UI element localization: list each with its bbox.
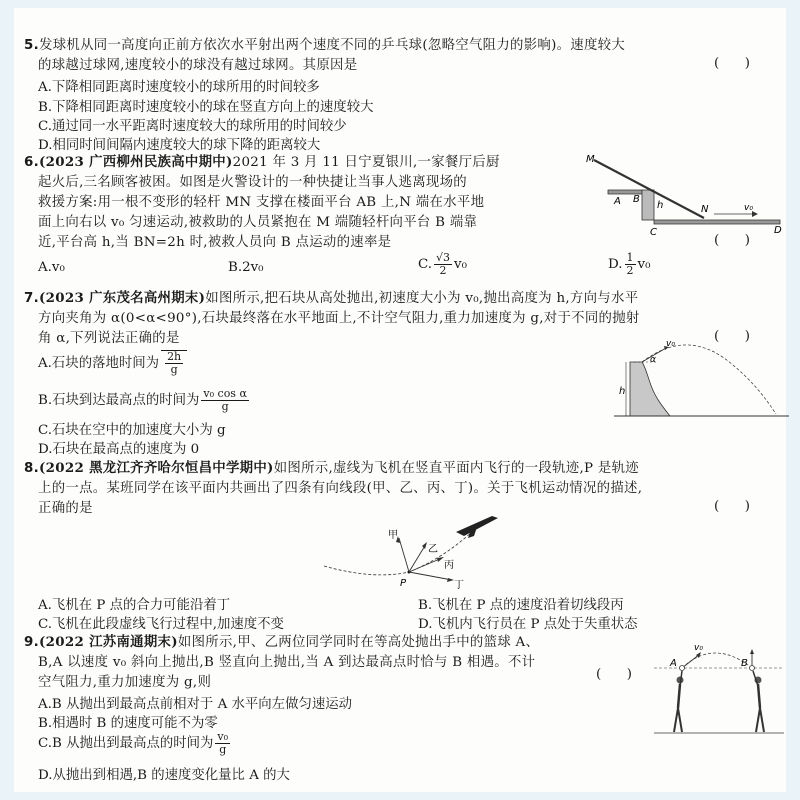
q8-stem-2: 上的一点。某班同学在该平面内共画出了四条有向线段(甲、乙、丙、丁)。关于飞机运动情况的描述, xyxy=(38,481,643,496)
q7-option-d: D.石块在最高点的速度为 0 xyxy=(38,442,200,457)
q9-number: 9. xyxy=(24,635,40,650)
q6-stem-2: 起火后,三名顾客被困。如图是火警设计的一种快捷让当事人逃离现场的 xyxy=(38,175,467,190)
q5-option-d: D.相同时间间隔内速度较大的球下降的距离较大 xyxy=(38,138,321,153)
q7-option-b-den: g xyxy=(221,400,229,413)
q5-option-a: A.下降相同距离时速度较小的球所用的时间较多 xyxy=(38,80,320,95)
q5-number: 5. xyxy=(24,38,40,53)
q6-option-d-den: 2 xyxy=(626,264,634,277)
q7-answer-paren: ( ) xyxy=(714,329,750,344)
q8-label-p: P xyxy=(400,578,407,589)
q6-option-c-tail: v₀ xyxy=(454,257,467,272)
q6-label-n: N xyxy=(701,204,709,215)
q7-option-a-text: A.石块的落地时间为 xyxy=(38,356,160,371)
q8-flight-diagram xyxy=(314,508,514,593)
q9-label-b: B xyxy=(741,658,748,669)
q8-answer-paren: ( ) xyxy=(714,499,750,514)
q6-option-d-tail: v₀ xyxy=(637,257,651,272)
q6-source: (2023 广西柳州民族高中期中) xyxy=(39,154,233,170)
q6-stem-5: 近,平台高 h,当 BN=2h 时,被救人员向 B 点运动的速率是 xyxy=(38,235,392,250)
q8-option-b: B.飞机在 P 点的速度沿着切线段丙 xyxy=(418,598,624,613)
q7-option-c: C.石块在空中的加速度大小为 g xyxy=(38,423,226,438)
q6-stem-3: 救援方案:用一根不变形的轻杆 MN 支撑在楼面平台 AB 上,N 端在水平地 xyxy=(38,195,485,210)
q8-number: 8. xyxy=(24,461,40,476)
q6-stem-4: 面上向右以 v₀ 匀速运动,被救助的人员紧抱在 M 端随轻杆向平台 B 端靠 xyxy=(38,215,478,230)
q7-option-b-fraction xyxy=(201,388,248,413)
q9-line-1 xyxy=(24,633,539,652)
q7-label-alpha: α xyxy=(650,355,656,365)
q6-label-c: C xyxy=(650,227,657,238)
q6-label-m: M xyxy=(586,154,595,165)
q7-stem-2: 方向夹角为 α(0<α<90°),石块最终落在水平地面上,不计空气阻力,重力加速度为 g,对于不同的抛射 xyxy=(38,311,640,326)
q9-option-c-fraction xyxy=(215,731,230,756)
q6-option-d xyxy=(608,252,650,277)
q6-option-b: B.2v₀ xyxy=(228,260,264,275)
q9-stem-3: 空气阻力,重力加速度为 g,则 xyxy=(38,675,212,690)
q6-label-d: D xyxy=(774,225,782,236)
q8-option-a: A.飞机在 P 点的合力可能沿着丁 xyxy=(38,598,231,613)
q5-option-c: C.通过同一水平距离时速度较大的球所用的时间较少 xyxy=(38,119,347,134)
q7-option-b-num: v₀ cos α xyxy=(203,387,247,400)
q8-source: (2022 黑龙江齐齐哈尔恒昌中学期中) xyxy=(39,460,274,476)
q8-label-ding: 丁 xyxy=(454,580,464,591)
q7-source: (2023 广东茂名高州期末) xyxy=(39,290,206,306)
q6-number: 6. xyxy=(24,155,40,170)
q9-option-a: A.B 从抛出到最高点前相对于 A 水平向左做匀速运动 xyxy=(38,697,353,712)
q9-basketball-diagram xyxy=(654,638,789,738)
q9-option-b: B.相遇时 B 的速度可能不为零 xyxy=(38,716,218,731)
q6-stem-1: 2021 年 3 月 11 日宁夏银川,一家餐厅后厨 xyxy=(232,155,500,170)
q9-source: (2022 江苏南通期末) xyxy=(39,634,178,650)
q9-option-c xyxy=(38,731,232,756)
q6-option-d-label: D. xyxy=(608,257,623,272)
q6-option-c-label: C. xyxy=(418,257,433,272)
q7-number: 7. xyxy=(24,291,40,306)
q9-option-c-text: C.B 从抛出到最高点的时间为 xyxy=(38,736,214,751)
q6-option-c-den: 2 xyxy=(439,264,447,277)
q9-label-a: A xyxy=(670,658,677,669)
q5-stem-1: 发球机从同一高度向正前方依次水平射出两个速度不同的乒乓球(忽略空气阻力的影响)。速度较大 xyxy=(39,38,626,53)
q8-line-1 xyxy=(24,459,639,478)
q7-option-a-fraction xyxy=(165,351,183,376)
q6-label-h: h xyxy=(657,200,664,211)
q8-label-yi: 乙 xyxy=(428,544,438,555)
q7-label-v0: v₀ xyxy=(666,339,675,349)
airplane-icon xyxy=(456,516,498,538)
q8-stem-1: 如图所示,虚线为飞机在竖直平面内飞行的一段轨迹,P 是轨迹 xyxy=(273,461,639,476)
q5-answer-paren: ( ) xyxy=(714,56,750,71)
q8-option-d: D.飞机内飞行员在 P 点处于失重状态 xyxy=(418,617,638,632)
student-a-figure xyxy=(674,671,684,732)
q6-label-a: A xyxy=(614,196,621,207)
q8-option-c: C.飞机在此段虚线飞行过程中,加速度不变 xyxy=(38,617,284,632)
q7-option-b-text: B.石块到达最高点的时间为 xyxy=(38,393,200,408)
student-b-figure xyxy=(753,671,764,732)
q6-line-1 xyxy=(24,153,500,172)
q8-label-jia: 甲 xyxy=(388,530,398,541)
q7-option-a-num: 2h xyxy=(167,350,182,363)
q6-label-v0: v₀ xyxy=(744,203,753,213)
q9-stem-2: B,A 以速度 v₀ 斜向上抛出,B 竖直向上抛出,当 A 到达最高点时恰与 B 相遇。不计 xyxy=(38,655,536,670)
q6-option-d-fraction xyxy=(625,252,636,277)
q9-label-v0: v₀ xyxy=(694,643,703,653)
q7-stem-1: 如图所示,把石块从高处抛出,初速度大小为 v₀,抛出高度为 h,方向与水平 xyxy=(205,291,639,306)
worksheet-page xyxy=(14,8,786,792)
q6-option-d-num: 1 xyxy=(626,251,634,264)
q9-option-c-den: g xyxy=(219,743,227,756)
q9-stem-1: 如图所示,甲、乙两位同学同时在等高处抛出手中的篮球 A、 xyxy=(177,635,540,650)
q5-stem-2: 的球越过球网,速度较小的球没有越过球网。其原因是 xyxy=(38,58,358,73)
q6-rescue-diagram xyxy=(584,148,784,238)
q7-line-1 xyxy=(24,289,638,308)
q7-option-a xyxy=(38,350,187,376)
q6-answer-paren: ( ) xyxy=(714,233,750,248)
q7-option-a-den: g xyxy=(170,363,178,376)
q6-option-c-num: √3 xyxy=(436,251,451,264)
q9-option-c-num: v₀ xyxy=(217,730,229,743)
q6-label-b: B xyxy=(633,194,640,205)
q8-label-bing: 丙 xyxy=(444,560,454,571)
q6-option-a: A.v₀ xyxy=(38,260,65,275)
q5-line-1 xyxy=(24,36,625,55)
q8-stem-3: 正确的是 xyxy=(38,501,93,516)
q9-option-d: D.从抛出到相遇,B 的速度变化量比 A 的大 xyxy=(38,768,290,783)
q5-option-b: B.下降相同距离时速度较小的球在竖直方向上的速度较大 xyxy=(38,100,374,115)
q6-option-c-fraction xyxy=(434,252,452,277)
q7-option-b xyxy=(38,388,251,413)
q7-option-a-root xyxy=(161,350,187,376)
q7-stem-3: 角 α,下列说法正确的是 xyxy=(38,331,180,346)
q7-projectile-diagram xyxy=(614,338,789,423)
q6-option-c xyxy=(418,252,467,277)
q7-label-h: h xyxy=(619,386,626,397)
q9-answer-paren: ( ) xyxy=(596,667,632,682)
